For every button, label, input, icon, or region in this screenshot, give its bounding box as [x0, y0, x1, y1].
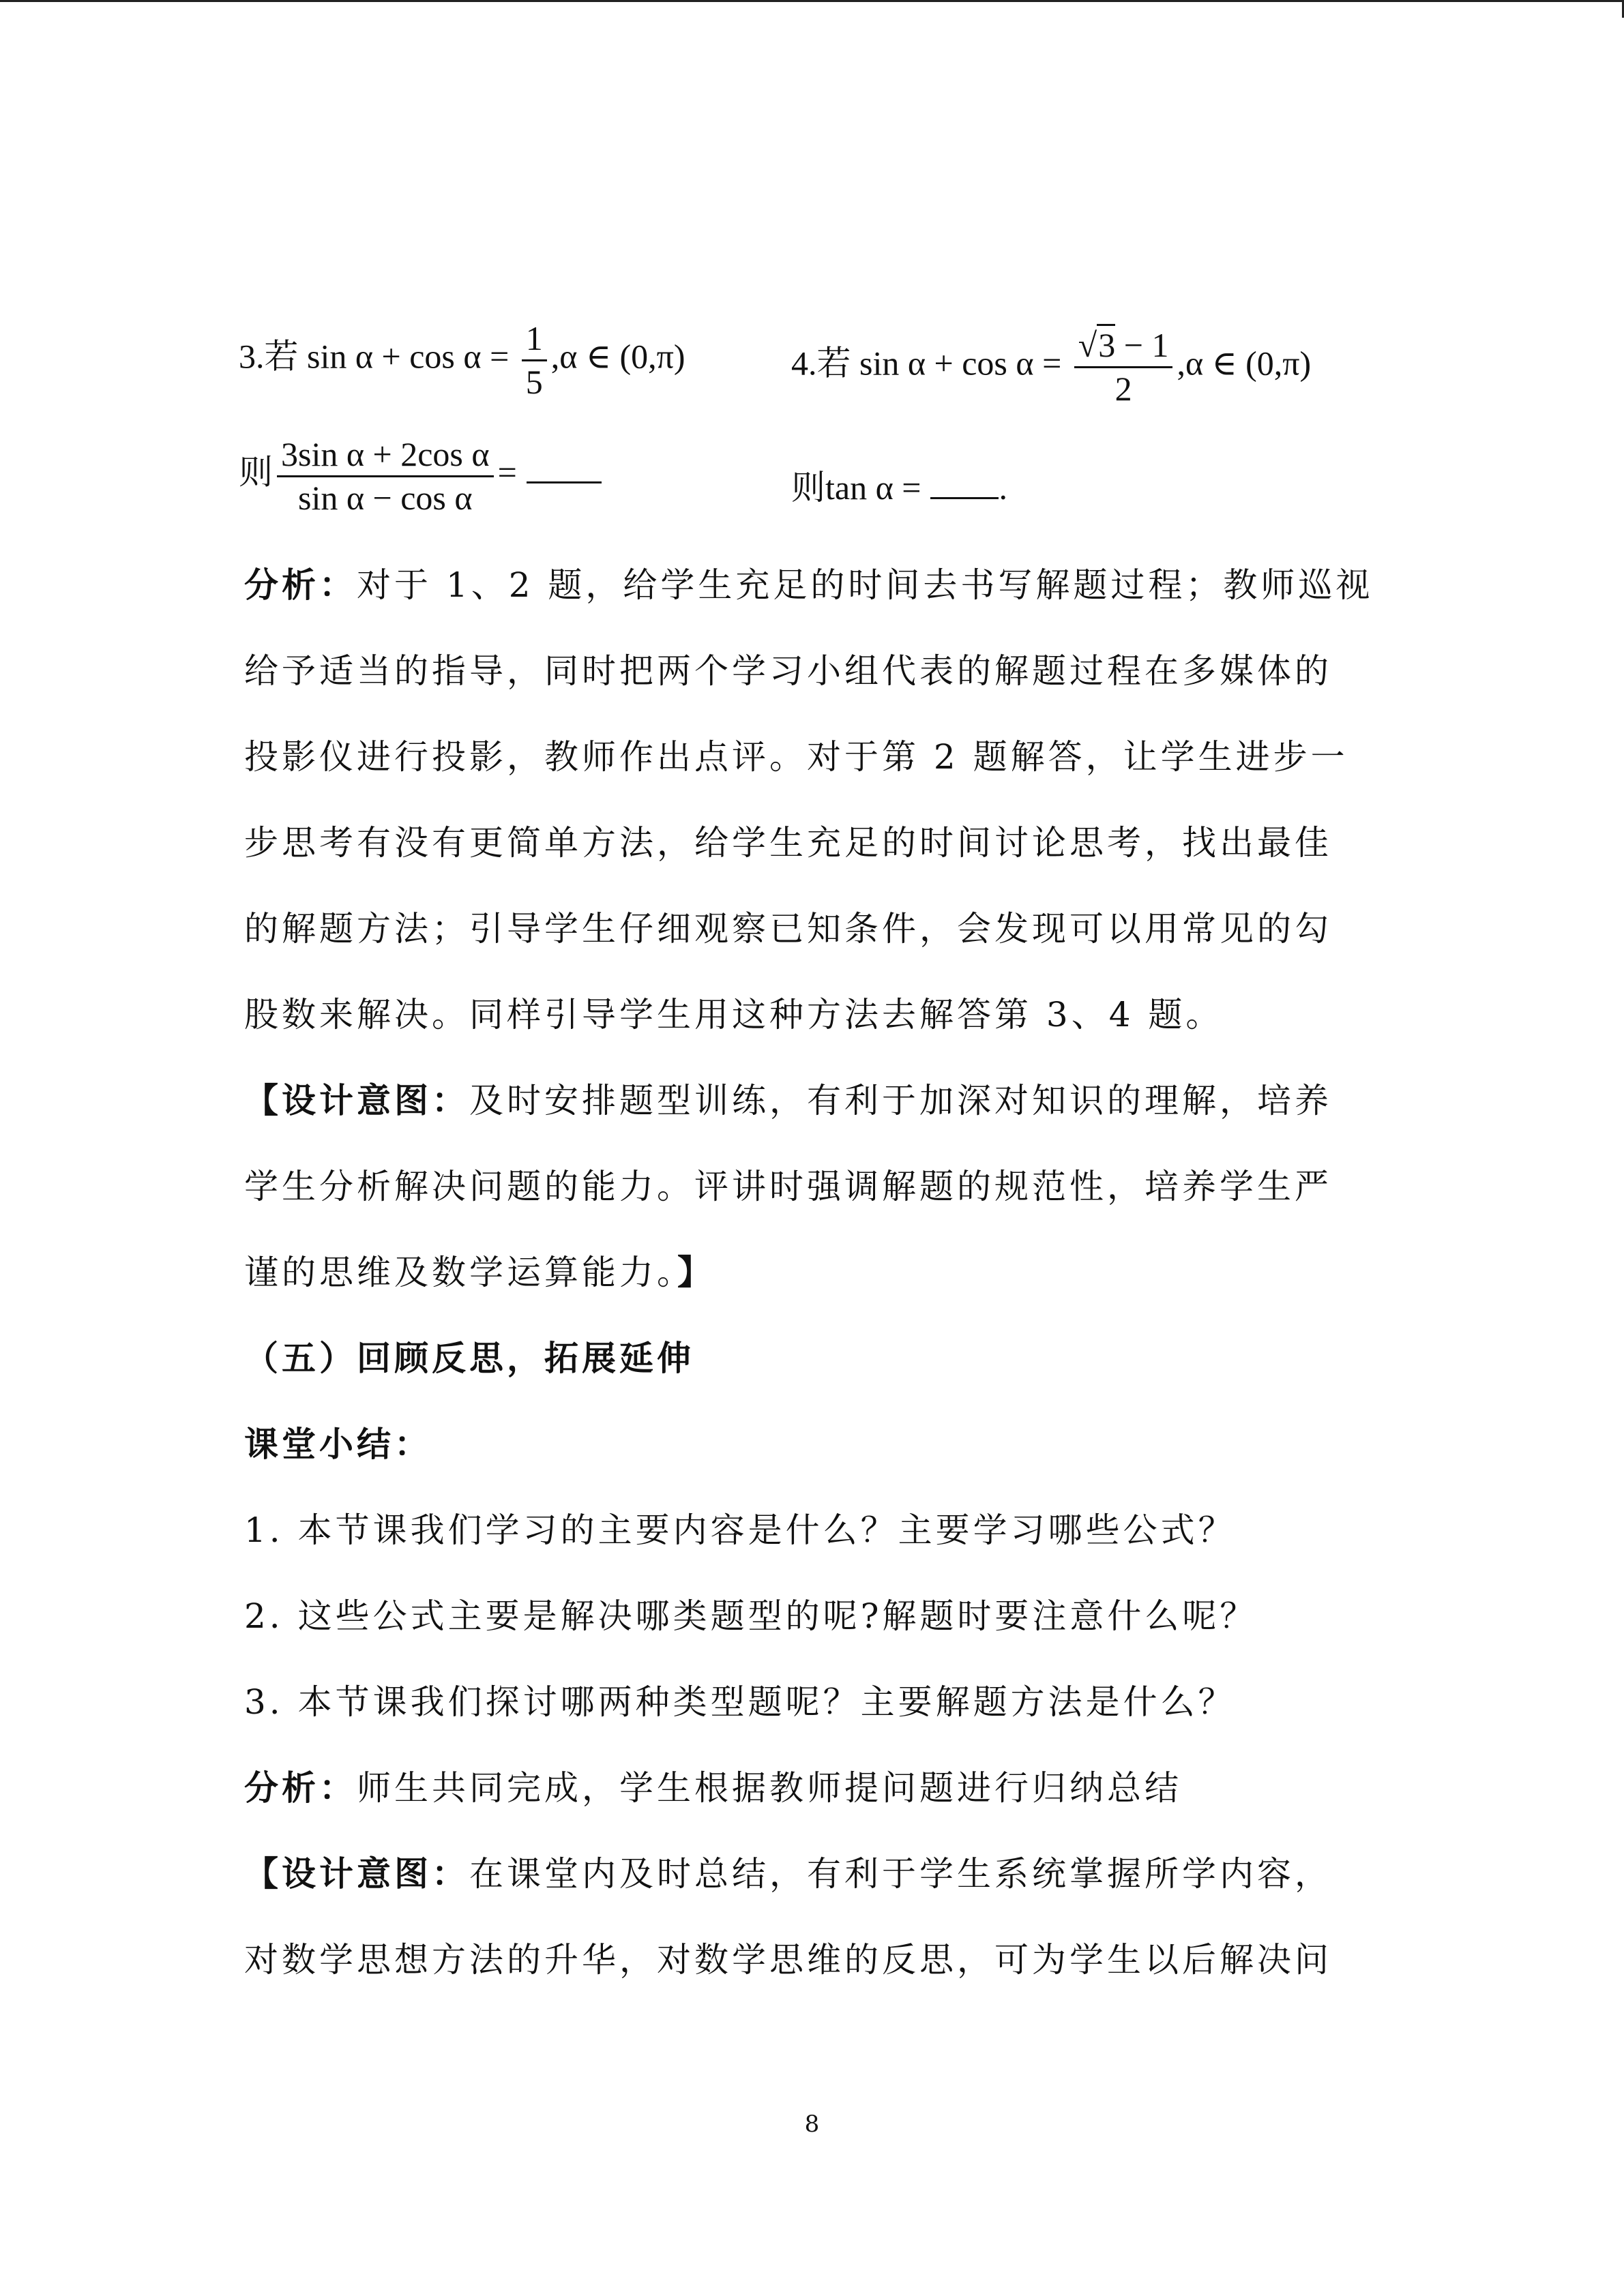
section-heading: （五）回顾反思，拓展延伸 [244, 1338, 694, 1378]
text-span: 对于 1、2 题，给学生充足的时间去书写解题过程；教师巡视 [357, 565, 1374, 605]
analysis-1-line-1 [244, 542, 1383, 628]
page-number: 8 [804, 2111, 820, 2138]
question-1: 1. 本节课我们学习的主要内容是什么？主要学习哪些公式？ [244, 1510, 1236, 1550]
problems-block [239, 320, 1432, 552]
problem-4-expr: tan α = [825, 468, 921, 507]
intent-2-line-2: 对数学思想方法的升华，对数学思维的反思，可为学生以后解决问 [244, 1940, 1332, 1980]
problem-3-answer-blank [527, 453, 602, 483]
problem-4-period: . [999, 468, 1007, 507]
problem-3-expression [277, 436, 494, 516]
problem-3-ruo: 若 [264, 337, 299, 376]
problem-4-number: 4. [791, 344, 817, 383]
sqrt-sign: √ [1078, 326, 1097, 364]
intent-2-line-1 [244, 1831, 1383, 1917]
problem-4-domain: ,α ∈ (0,π) [1177, 344, 1312, 383]
question-2: 2. 这些公式主要是解决哪类题型的呢?解题时要注意什么呢？ [244, 1596, 1258, 1636]
problem-3-ze: 则 [239, 453, 273, 492]
problem-3-domain: ,α ∈ (0,π) [550, 337, 685, 376]
intent-label: 【设计意图： [244, 1853, 469, 1894]
problem-4-condition [791, 327, 1311, 406]
body-text [244, 542, 1383, 2003]
problem-3-expr-den: sin α − cos α [298, 478, 473, 517]
problem-4-ruo: 若 [816, 344, 851, 383]
problem-3-lhs: sin α + cos α = [307, 337, 510, 376]
analysis-1-line-6: 股数来解决。同样引导学生用这种方法去解答第 3、4 题。 [244, 995, 1224, 1034]
problem-4-fraction [1074, 327, 1173, 406]
analysis-label: 分析： [244, 1768, 357, 1808]
problem-4-lhs: sin α + cos α = [859, 344, 1062, 383]
analysis-2 [244, 1745, 1383, 1831]
intent-1-line-3 [244, 1229, 1383, 1315]
text-span: 谨的思维及数学运算能力。 [244, 1253, 677, 1292]
problem-3-frac-den: 5 [525, 362, 543, 401]
problem-3-question [239, 436, 602, 516]
analysis-1-line-2: 给予适当的指导，同时把两个学习小组代表的解题过程在多媒体的 [244, 651, 1332, 691]
analysis-label: 分析： [244, 565, 357, 605]
intent-1-line-1 [244, 1058, 1383, 1144]
text-span: 及时安排题型训练，有利于加深对知识的理解，培养 [469, 1081, 1332, 1120]
problem-3-number: 3. [239, 337, 265, 376]
problem-3-eq: = [497, 453, 517, 492]
problem-3-condition [239, 320, 685, 400]
analysis-1-line-4: 步思考有没有更简单方法，给学生充足的时间讨论思考，找出最佳 [244, 823, 1332, 863]
problem-4-frac-den: 2 [1114, 369, 1132, 408]
intent-close-bracket: 】 [677, 1252, 715, 1292]
frac-num-rest: − 1 [1115, 326, 1169, 364]
problem-3-fraction [522, 320, 547, 400]
problem-3-expr-num: 3sin α + 2cos α [277, 436, 494, 477]
intent-label: 【设计意图： [244, 1080, 469, 1120]
summary-label: 课堂小结： [244, 1424, 432, 1464]
text-span: 在课堂内及时总结，有利于学生系统掌握所学内容， [469, 1854, 1332, 1894]
top-border [0, 0, 1624, 2]
problem-4-answer-blank [930, 468, 999, 499]
problem-4-ze: 则 [791, 468, 825, 507]
sqrt-radicand: 3 [1097, 324, 1115, 364]
problem-4-question [791, 460, 1007, 509]
problem-3-frac-num: 1 [522, 320, 547, 361]
question-3: 3. 本节课我们探讨哪两种类型题呢？主要解题方法是什么？ [244, 1682, 1236, 1722]
problem-4-frac-num [1074, 327, 1173, 368]
text-span: 师生共同完成，学生根据教师提问题进行归纳总结 [357, 1768, 1182, 1808]
analysis-1-line-5: 的解题方法；引导学生仔细观察已知条件，会发现可以用常见的勾 [244, 909, 1332, 949]
analysis-1-line-3: 投影仪进行投影，教师作出点评。对于第 2 题解答，让学生进步一 [244, 737, 1348, 777]
intent-1-line-2: 学生分析解决问题的能力。评讲时强调解题的规范性，培养学生严 [244, 1167, 1332, 1206]
